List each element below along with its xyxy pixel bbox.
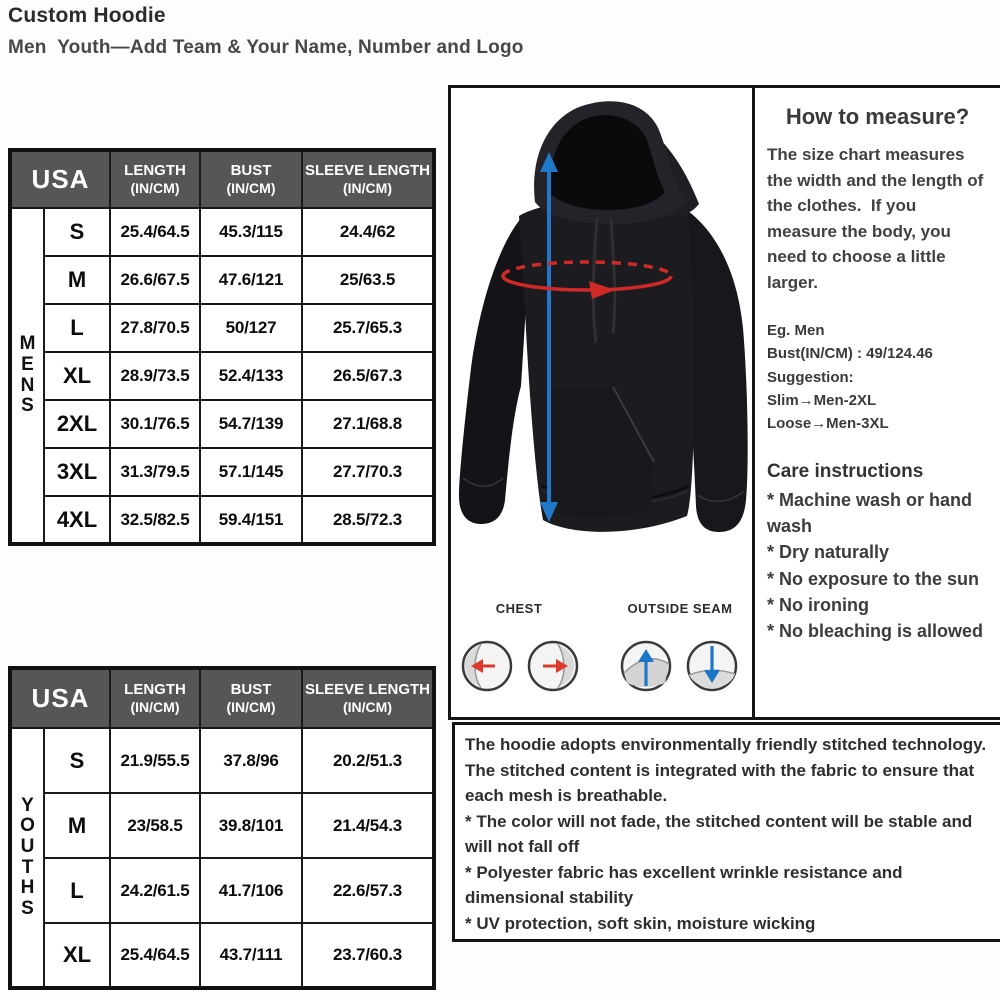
column-unit: (IN/CM) (226, 699, 276, 716)
column-header-cell (200, 668, 302, 728)
column-name: LENGTH (124, 161, 186, 179)
description-line: * UV protection, soft skin, moisture wicking (465, 913, 816, 933)
group-label-cell (10, 208, 44, 544)
size-cell: M (44, 256, 110, 304)
page-subtitle: Men Youth—Add Team & Your Name, Number and Logo (8, 37, 524, 58)
group-label-letter: Y (21, 794, 34, 816)
length-value-cell: 25.4/64.5 (110, 208, 200, 256)
length-value-cell: 25.4/64.5 (110, 923, 200, 988)
how-to-measure-panel (755, 88, 1000, 717)
youth-size-table (8, 666, 436, 990)
column-name: LENGTH (124, 680, 186, 698)
group-label-letter: O (20, 815, 35, 837)
sleeve-value-cell: 20.2/51.3 (302, 728, 434, 793)
sleeve-value-cell: 27.1/68.8 (302, 400, 434, 448)
size-cell: 3XL (44, 448, 110, 496)
chest-measure-left-icon (463, 642, 511, 690)
column-header-cell (302, 668, 434, 728)
column-header-cell (110, 668, 200, 728)
example-line: Slim→Men-2XL (767, 391, 877, 409)
outside-seam-up-icon (622, 642, 670, 690)
group-label-letter: S (21, 395, 34, 417)
bust-value-cell: 50/127 (200, 304, 302, 352)
length-value-cell: 23/58.5 (110, 793, 200, 858)
length-value-cell: 21.9/55.5 (110, 728, 200, 793)
care-item: * No ironing (767, 594, 869, 615)
bust-value-cell: 52.4/133 (200, 352, 302, 400)
length-value-cell: 28.9/73.5 (110, 352, 200, 400)
table-row (10, 728, 434, 793)
sleeve-value-cell: 22.6/57.3 (302, 858, 434, 923)
page-header (8, 4, 728, 59)
column-unit: (IN/CM) (226, 180, 276, 197)
table-row (10, 208, 434, 256)
outside-seam-down-icon (688, 642, 736, 690)
usa-header-cell: USA (10, 150, 110, 208)
sleeve-value-cell: 24.4/62 (302, 208, 434, 256)
bust-value-cell: 59.4/151 (200, 496, 302, 544)
column-name: SLEEVE LENGTH (304, 161, 431, 179)
column-name: SLEEVE LENGTH (304, 680, 431, 698)
size-cell: L (44, 304, 110, 352)
group-label-letter: H (20, 877, 35, 899)
size-cell: 4XL (44, 496, 110, 544)
length-value-cell: 31.3/79.5 (110, 448, 200, 496)
length-value-cell: 27.8/70.5 (110, 304, 200, 352)
chest-measure-right-icon (529, 642, 577, 690)
bust-value-cell: 57.1/145 (200, 448, 302, 496)
column-unit: (IN/CM) (130, 699, 180, 716)
bust-value-cell: 43.7/111 (200, 923, 302, 988)
care-item: * No bleaching is allowed (767, 620, 984, 641)
size-cell: M (44, 793, 110, 858)
care-heading: Care instructions (767, 461, 924, 483)
size-cell: L (44, 858, 110, 923)
bust-value-cell: 54.7/139 (200, 400, 302, 448)
column-name: BUST (230, 680, 272, 698)
care-item: * Machine wash or hand wash (767, 490, 973, 537)
measure-heading: How to measure? (785, 104, 970, 129)
group-label-letter: N (20, 374, 35, 396)
length-value-cell: 30.1/76.5 (110, 400, 200, 448)
chest-label: CHEST (495, 601, 543, 616)
sleeve-value-cell: 25/63.5 (302, 256, 434, 304)
example-line: Eg. Men (767, 322, 825, 339)
table-row (10, 496, 434, 544)
length-value-cell: 26.6/67.5 (110, 256, 200, 304)
column-unit: (IN/CM) (130, 180, 180, 197)
table-row (10, 858, 434, 923)
page-title: Custom Hoodie (8, 4, 166, 27)
group-label-vertical (12, 334, 43, 416)
hoodie-and-measure-box (448, 85, 1000, 720)
length-value-cell: 24.2/61.5 (110, 858, 200, 923)
measure-paragraph: The size chart measures the width and the length of the clothes. If you measure the body, you need to choose a little larger. (767, 145, 988, 292)
care-instruction-list (767, 487, 988, 644)
example-line: Suggestion: (767, 368, 854, 386)
bust-value-cell: 41.7/106 (200, 858, 302, 923)
column-header-cell (200, 150, 302, 208)
sleeve-value-cell: 25.7/65.3 (302, 304, 434, 352)
example-line: Bust(IN/CM) : 49/124.46 (767, 345, 933, 363)
table-row (10, 448, 434, 496)
column-header-cell (110, 150, 200, 208)
bust-value-cell: 39.8/101 (200, 793, 302, 858)
group-label-letter: M (19, 333, 36, 355)
group-label-letter: S (21, 897, 34, 919)
sleeve-value-cell: 27.7/70.3 (302, 448, 434, 496)
hoodie-illustration (451, 88, 755, 717)
group-label-letter: T (21, 856, 34, 878)
column-unit: (IN/CM) (343, 180, 392, 197)
size-suggestion-example (767, 319, 988, 435)
bust-value-cell: 47.6/121 (200, 256, 302, 304)
table-row (10, 923, 434, 988)
group-label-vertical (12, 796, 43, 919)
care-item: * Dry naturally (767, 542, 890, 563)
size-cell: 2XL (44, 400, 110, 448)
size-cell: XL (44, 923, 110, 988)
sleeve-value-cell: 21.4/54.3 (302, 793, 434, 858)
sleeve-value-cell: 23.7/60.3 (302, 923, 434, 988)
size-cell: S (44, 728, 110, 793)
table-row (10, 793, 434, 858)
care-item: * No exposure to the sun (767, 568, 980, 589)
usa-header-cell: USA (10, 668, 110, 728)
outside-seam-label: OUTSIDE SEAM (627, 601, 733, 616)
group-label-letter: U (20, 835, 35, 857)
column-name: BUST (230, 161, 272, 179)
sleeve-value-cell: 26.5/67.3 (302, 352, 434, 400)
sleeve-value-cell: 28.5/72.3 (302, 496, 434, 544)
hoodie-photo-panel (451, 88, 755, 717)
table-row (10, 352, 434, 400)
table-row (10, 256, 434, 304)
column-header-cell (302, 150, 434, 208)
description-line: The hoodie adopts environmentally friendly stitched technology. The stitched content is integrated with the fabric to ensure that each mesh is breathable. (465, 735, 987, 805)
hoodie-photo (459, 101, 748, 532)
group-label-cell (10, 728, 44, 988)
table-row (10, 400, 434, 448)
mens-size-table (8, 148, 436, 546)
example-line: Loose→Men-3XL (767, 415, 889, 432)
length-value-cell: 32.5/82.5 (110, 496, 200, 544)
description-line: * Polyester fabric has excellent wrinkle resistance and dimensional stability (465, 862, 903, 907)
column-unit: (IN/CM) (343, 699, 392, 716)
bust-value-cell: 45.3/115 (200, 208, 302, 256)
size-cell: XL (44, 352, 110, 400)
bust-value-cell: 37.8/96 (200, 728, 302, 793)
product-description-panel (452, 722, 1000, 942)
table-row (10, 304, 434, 352)
size-cell: S (44, 208, 110, 256)
description-line: * The color will not fade, the stitched content will be stable and will not fall off (465, 811, 973, 856)
group-label-letter: E (21, 353, 34, 375)
